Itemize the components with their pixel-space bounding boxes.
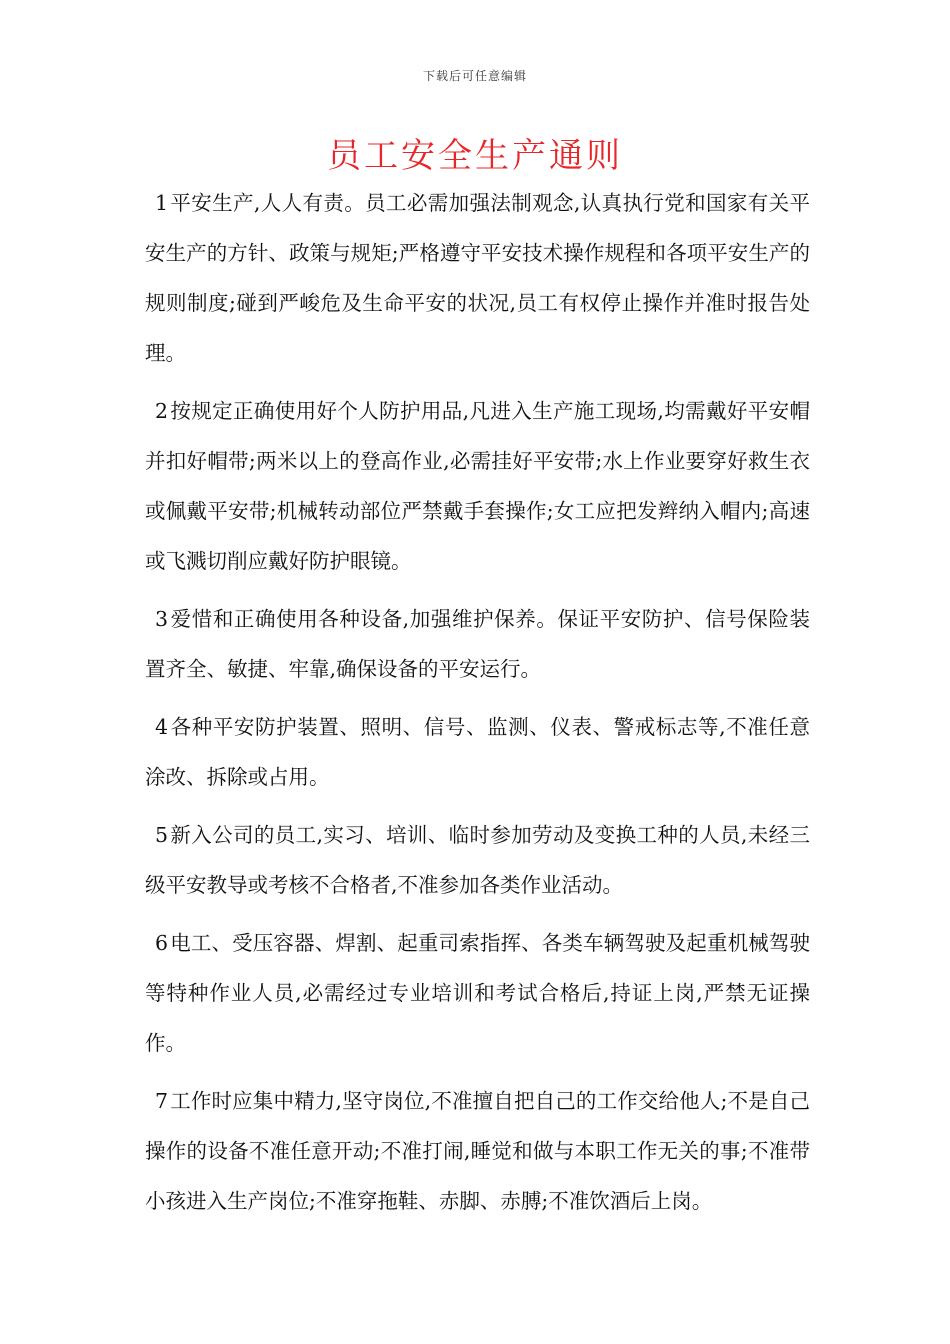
paragraph-5 bbox=[145, 810, 810, 910]
paragraph-text: 工作时应集中精力,坚守岗位,不准擅自把自己的工作交给他人;不是自己操作的设备不准任意开动;不准打闹,睡觉和做与本职工作无关的事;不准带小孩进入生产岗位;不准穿拖鞋、赤脚、赤膊;不准饮酒后上岗。 bbox=[145, 1089, 810, 1213]
paragraph-number: 5 bbox=[155, 823, 169, 847]
paragraph-3 bbox=[145, 594, 810, 694]
paragraph-4 bbox=[145, 702, 810, 802]
paragraph-7 bbox=[145, 1076, 810, 1226]
paragraph-1 bbox=[145, 178, 810, 378]
paragraph-text: 爱惜和正确使用各种设备,加强维护保养。保证平安防护、信号保险装置齐全、敏捷、牢靠,确保设备的平安运行。 bbox=[145, 607, 810, 681]
paragraph-number: 4 bbox=[155, 715, 169, 739]
paragraph-text: 平安生产,人人有责。员工必需加强法制观念,认真执行党和国家有关平安生产的方针、政策与规矩;严格遵守平安技术操作规程和各项平安生产的规则制度;碰到严峻危及生命平安的状况,员工有权停止操作并准时报告处理。 bbox=[145, 191, 810, 365]
paragraph-text: 各种平安防护装置、照明、信号、监测、仪表、警戒标志等,不准任意涂改、拆除或占用。 bbox=[145, 715, 810, 789]
paragraph-number: 2 bbox=[155, 399, 169, 423]
paragraph-number: 1 bbox=[155, 191, 169, 215]
paragraph-6 bbox=[145, 918, 810, 1068]
paragraph-text: 新入公司的员工,实习、培训、临时参加劳动及变换工种的人员,未经三级平安教导或考核不合格者,不准参加各类作业活动。 bbox=[145, 823, 810, 897]
document-title: 员工安全生产通则 bbox=[327, 136, 623, 176]
paragraph-number: 6 bbox=[155, 931, 169, 955]
header-note: 下载后可任意编辑 bbox=[422, 69, 527, 83]
paragraph-number: 7 bbox=[155, 1089, 169, 1113]
paragraph-text: 电工、受压容器、焊割、起重司索指挥、各类车辆驾驶及起重机械驾驶等特种作业人员,必需经过专业培训和考试合格后,持证上岗,严禁无证操作。 bbox=[145, 931, 810, 1055]
paragraph-2 bbox=[145, 386, 810, 586]
document-body bbox=[145, 178, 810, 1226]
paragraph-number: 3 bbox=[155, 607, 169, 631]
paragraph-text: 按规定正确使用好个人防护用品,凡进入生产施工现场,均需戴好平安帽并扣好帽带;两米以上的登高作业,必需挂好平安带;水上作业要穿好救生衣或佩戴平安带;机械转动部位严禁戴手套操作;女工应把发辫纳入帽内;高速或飞溅切削应戴好防护眼镜。 bbox=[145, 399, 810, 573]
